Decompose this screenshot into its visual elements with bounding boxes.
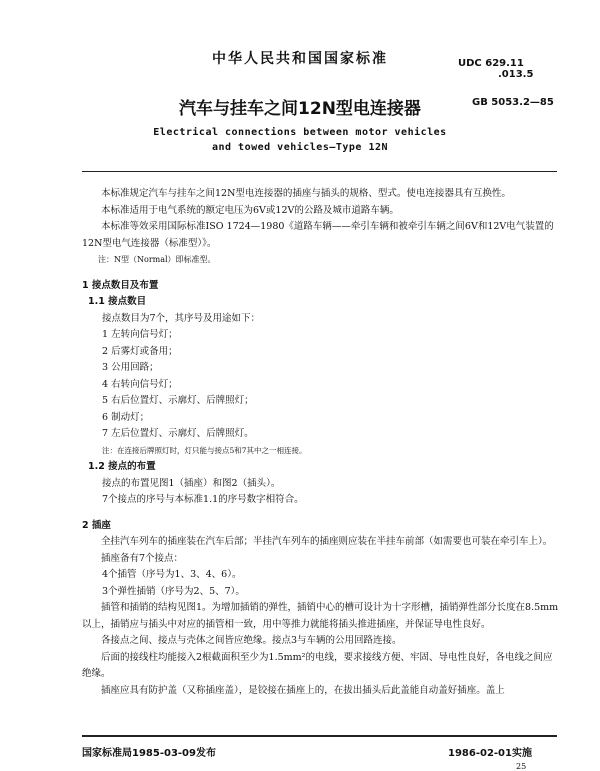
subsection-1-1-heading: 1.1 接点数目: [88, 296, 147, 307]
effective-date: 1986-02-01实施: [448, 748, 532, 759]
english-title-line-2: and towed vehicles—Type 12N: [211, 142, 389, 153]
intro-paragraph: 本标准等效采用国际标准ISO 1724—1980《道路车辆——牵引车辆和被牵引车辆之间6V和12V电气装置的12N型电气连接器（标准型）》。: [82, 221, 554, 249]
section-paragraph: 插管和插销的结构见图1。为增加插销的弹性，插销中心的槽可设计为十字形槽，插销弹性部分长度在8.5mm以上，插销应与插头中对应的插管相一致，用中等推力就能将插头推进插座，并保证导电性良好。: [82, 602, 559, 630]
document-body: [82, 186, 560, 699]
udc-code: [458, 58, 533, 80]
section-paragraph: 插座备有7个接点：: [101, 552, 184, 564]
document-title: 汽车与挂车之间12N型电连接器: [179, 99, 421, 119]
subsection-text: 7个接点的序号与本标准1.1的序号数字相符合。: [102, 494, 304, 505]
footer-divider: [82, 735, 557, 737]
udc-line-1: UDC 629.11: [458, 58, 524, 69]
standard-category-title: 中华人民共和国国家标准: [212, 51, 388, 67]
subsection-text: 接点数目为7个，其序号及用途如下：: [102, 312, 261, 324]
english-title-line-1: Electrical connections between motor vehicles: [153, 127, 447, 138]
gb-standard-code: GB 5053.2—85: [472, 97, 554, 108]
section-paragraph: 各接点之间、接点与壳体之间皆应绝缘。接点3与车辆的公用回路连接。: [101, 635, 402, 646]
section-paragraph: 后面的接线柱均能接入2根截面积至少为1.5mm²的电线，要求接线方便、牢固、导电性良好，各电线之间应绝缘。: [82, 651, 553, 679]
page-number: 25: [516, 762, 527, 771]
section-paragraph: 插座应具有防护盖（又称插座盖），是铰接在插座上的，在拔出插头后此盖能自动盖好插座。盖上: [101, 684, 505, 696]
section-1-heading: 1 接点数目及布置: [82, 279, 159, 291]
subsection-note: 注：在连接后牌照灯时，灯只能与接点5和7其中之一相连接。: [102, 445, 307, 455]
list-item: 4 右转向信号灯；: [102, 378, 178, 390]
list-item: 3 公用回路；: [102, 362, 159, 373]
list-item: 7 左后位置灯、示廓灯、后牌照灯。: [102, 428, 254, 439]
list-item: 2 后雾灯或备用；: [102, 345, 178, 357]
intro-note: 注：N型（Normal）即标准型。: [98, 255, 216, 264]
list-item: 6 制动灯；: [102, 411, 150, 423]
intro-paragraph: 本标准适用于电气系统的额定电压为6V或12V的公路及城市道路车辆。: [101, 204, 399, 216]
udc-line-2: .013.5: [498, 69, 534, 80]
list-item: 5 右后位置灯、示廓灯、后牌照灯；: [102, 395, 254, 406]
header-divider: [82, 171, 557, 172]
subsection-1-2-heading: 1.2 接点的布置: [88, 461, 156, 472]
list-item: 3个弹性插销（序号为2、5、7）。: [102, 585, 245, 597]
subsection-text: 接点的布置见图1（插座）和图2（插头）。: [102, 477, 281, 489]
intro-paragraph: 本标准规定汽车与挂车之间12N型电连接器的插座与插头的规格、型式。使电连接器具有互换性。: [101, 188, 511, 199]
issue-date: 国家标准局1985-03-09发布: [82, 748, 216, 759]
section-2-heading: 2 插座: [82, 519, 111, 531]
section-paragraph: 全挂汽车列车的插座装在汽车后部；半挂汽车列车的插座则应装在半挂车前部（如需要也可装在牵引车上）。: [101, 536, 553, 547]
list-item: 1 左转向信号灯；: [102, 329, 178, 340]
list-item: 4个插管（序号为1、3、4、6）。: [102, 569, 242, 580]
